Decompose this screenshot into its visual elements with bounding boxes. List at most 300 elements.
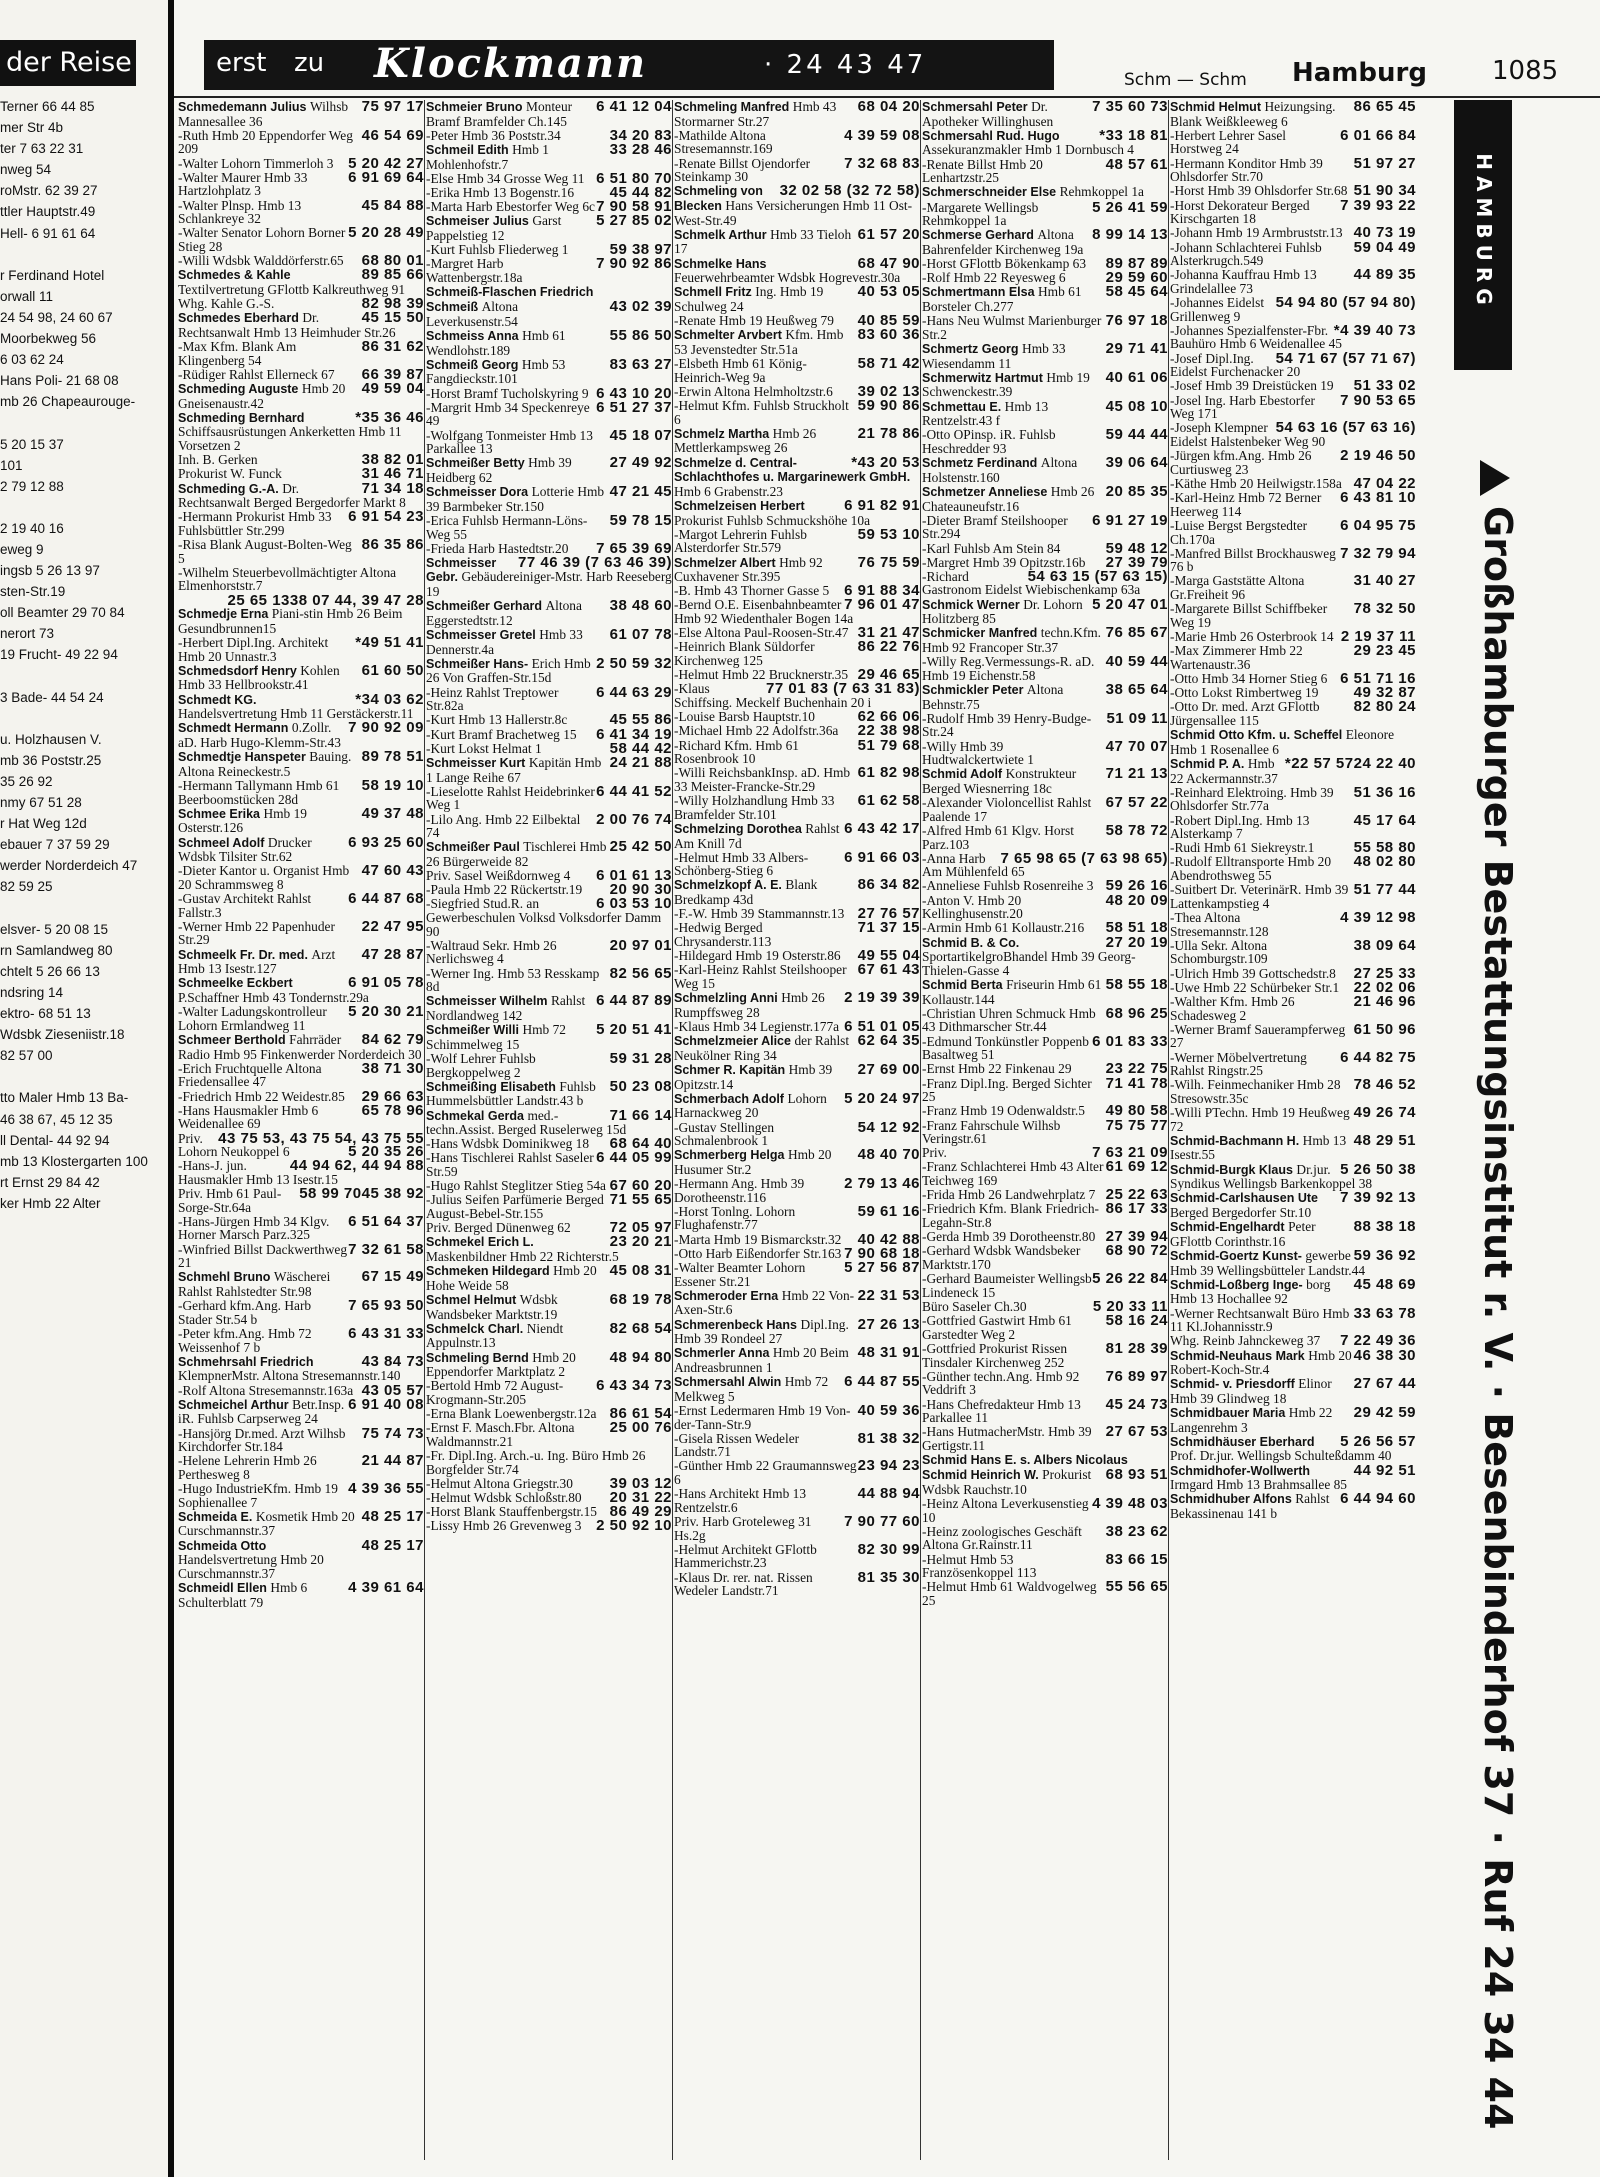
entry-details: gewerbe Hmb 39 Wellingsbütteler Landstr.44	[1170, 1248, 1366, 1278]
entry-details: -Frieda Harb Hastedtstr.20	[426, 540, 569, 556]
phone-number: 38 82 01	[361, 451, 424, 469]
entry-details: Schiffsausrüstungen Ankerketten Hmb 11 Vorsetzen 2	[178, 424, 402, 453]
phone-number: 86 61 54	[609, 1405, 672, 1423]
previous-page-line: elsver- 5 20 08 15	[0, 921, 109, 937]
phone-number: 6 44 05 99	[596, 1149, 672, 1167]
directory-entry	[426, 810, 672, 841]
previous-page-line: 19 Frucht- 49 22 94	[0, 647, 118, 663]
entry-details: Hmb 22 Von-Axen-Str.6	[674, 1287, 855, 1318]
entry-details: -Klaus Dr. rer. nat. Rissen Wedeler Landstr.71	[674, 1569, 813, 1599]
directory-entry	[178, 1507, 424, 1539]
phone-number: 43 02 39	[609, 298, 672, 316]
entry-details: -Risa Blank August-Bolten-Weg 5	[178, 537, 352, 566]
entry-name: Schmee Erika	[178, 806, 264, 821]
directory-entry	[674, 1346, 920, 1374]
entry-name: Schmelzmeier Alice	[674, 1034, 795, 1049]
directory-entry	[922, 595, 1168, 627]
previous-page-line: 46 38 67, 45 12 35	[0, 1111, 113, 1127]
previous-page-strip	[0, 0, 168, 2177]
entry-name: Schmerbach Adolf	[674, 1091, 788, 1106]
phone-number: 7 90 92 86	[596, 255, 672, 273]
directory-entry	[922, 126, 1168, 158]
directory-page	[174, 0, 1600, 2177]
entry-details: -Gerda Hmb 39 Dorotheenstr.80	[922, 1229, 1096, 1245]
directory-entry	[1170, 126, 1416, 157]
entry-name: Schmekal Gerda	[426, 1108, 528, 1123]
entry-details: Prof. Dr.jur. Wellingsb Schulteßdamm 40	[1170, 1448, 1392, 1464]
phone-number: 21 44 87	[361, 1452, 424, 1470]
entry-details: Hmb 20 Husumer Str.2	[674, 1147, 832, 1177]
entry-details: Dr. Lohorn Holitzberg 85	[922, 596, 1083, 627]
directory-entry	[922, 1244, 1168, 1271]
phone-number: 78 32 50	[1353, 600, 1416, 618]
directory-entry	[674, 1202, 920, 1233]
phone-number: 7 90 92 09	[348, 719, 424, 737]
entry-details: -Erica Fuhlsb Hermann-Löns-Weg 55	[426, 512, 588, 542]
phone-number: 68 90 72	[1105, 1242, 1168, 1260]
entry-details: Hmb 61 Wendlohstr.189	[426, 328, 566, 358]
entry-name: Schmid-Burgk Klaus	[1170, 1162, 1297, 1177]
phone-number: 62 64 35	[857, 1032, 920, 1050]
phone-number: 83 60 36	[857, 326, 920, 344]
phone-number: 6 44 63 29	[596, 683, 672, 701]
entry-details: Bauing. Altona Reineckestr.5	[178, 749, 352, 779]
entry-details: Wilhsb Mannesallee 36	[178, 100, 349, 129]
entry-details: Dr. Apotheker Willinghusen	[922, 100, 1054, 129]
entry-details: -Siegfried Stud.R. an Gewerbeschulen Volksd Volksdorfer Damm 90	[426, 896, 662, 939]
directory-entry	[426, 355, 672, 387]
entry-details: -Willi PTechn. Hmb 19 Heußweg 72	[1170, 1105, 1350, 1134]
entry-details: -Erwin Altona Helmholtzstr.6	[674, 383, 833, 399]
entry-name: Schmeling Manfred	[674, 100, 793, 114]
directory-entry	[674, 126, 920, 157]
phone-number: 21 78 86	[857, 424, 920, 442]
phone-number: 7 22 49 36	[1340, 1332, 1416, 1350]
previous-page-line	[0, 898, 168, 919]
directory-entry	[426, 599, 672, 627]
phone-number: 54 63 15 (57 63 15)	[1027, 567, 1168, 585]
entry-details: Priv. Sasel Weißdornweg 4	[426, 868, 571, 884]
entry-details: -Heinrich Blank Süldorfer Kirchenweg 125	[674, 639, 815, 669]
phone-number: 25 42 50	[609, 838, 672, 856]
previous-page-line: ebauer 7 37 59 29	[0, 837, 110, 853]
entry-details: Dr. Rechtsanwalt Hmb 13 Heimhuder Str.26	[178, 310, 396, 340]
entry-details: Prokurist Fuhlsb Schmuckshöhe 10a	[674, 512, 871, 528]
entry-details: -Hildegard Hmb 19 Osterstr.86	[674, 948, 841, 964]
entry-details: -Friedrich Hmb 22 Weidestr.85	[178, 1088, 345, 1104]
directory-entry	[674, 766, 920, 793]
phone-number: 82 68 54	[609, 1319, 672, 1337]
phone-number: 68 80 01	[361, 252, 424, 270]
phone-number: 38 71 30	[361, 1059, 424, 1077]
entry-details: -Hugo IndustrieKfm. Hmb 19 Sophienallee 7	[178, 1481, 338, 1510]
previous-page-line: orwall 11	[0, 288, 54, 304]
directory-entry	[922, 1202, 1168, 1229]
phone-number: 27 39 79	[1105, 553, 1168, 571]
phone-number: 29 59 60	[1105, 269, 1168, 287]
entry-name: Schmeißing Elisabeth	[426, 1079, 560, 1094]
entry-details: Priv. Harb Groteleweg 31 Hs.2g	[674, 1514, 812, 1543]
entry-name: Schmid Berta	[922, 978, 1007, 992]
phone-number: 2 79 13 46	[844, 1175, 920, 1193]
directory-entry	[1170, 349, 1416, 380]
triangle-logo-icon	[1481, 460, 1511, 496]
entry-details: Niendt Appulnstr.13	[426, 1320, 564, 1351]
entry-details: Hans Versicherungen Hmb 11 Ost-West-Str.49	[674, 197, 913, 228]
entry-details: -Kurt Bramf Brachetweg 15	[426, 726, 577, 742]
phone-number: 5 20 28 49	[348, 224, 424, 242]
directory-entry	[922, 1116, 1168, 1147]
directory-entry	[674, 1148, 920, 1176]
entry-name: Schmedje Erna	[178, 607, 272, 622]
running-range: Schm — Schm	[1124, 70, 1247, 90]
entry-details: -Joseph Klempner Eidelst Halstenbeker Weg 90	[1170, 420, 1326, 449]
directory-entry	[426, 511, 672, 542]
entry-details: -Richard Gastronom Eidelst Wiebischenkamp 63a	[922, 568, 1141, 598]
phone-number: 6 44 87 55	[844, 1373, 920, 1391]
entry-details: Rehmkoppel 1a	[1059, 184, 1144, 200]
phone-number: 59 53 10	[857, 525, 920, 543]
entry-details: -Walter Lohorn Timmerloh 3	[178, 155, 334, 171]
entry-name: Schmerenbeck Hans	[674, 1317, 801, 1332]
phone-number: 39 03 12	[609, 1474, 672, 1492]
directory-entry	[178, 750, 424, 778]
phone-number: 38 48 60	[609, 597, 672, 615]
directory-entry	[922, 198, 1168, 229]
entry-details: Piani-stin Hmb 26 Beim Gesundbrunnen15	[178, 606, 403, 636]
entry-name: Schmidbauer Maria	[1170, 1406, 1289, 1421]
entry-details: Hmb 26 Mettlerkampsweg 26	[674, 425, 817, 456]
entry-details: techn.Kfm. Hmb 92 Francoper Str.37	[922, 625, 1102, 656]
phone-number: *34 03 62	[355, 690, 424, 708]
directory-entry	[1170, 1191, 1416, 1219]
phone-number: 27 67 44	[1353, 1375, 1416, 1393]
phone-number: 40 61 06	[1105, 368, 1168, 386]
phone-number: 6 93 25 60	[348, 833, 424, 851]
phone-number: 51 90 34	[1353, 182, 1416, 200]
phone-number: 23 20 21	[609, 1233, 672, 1251]
previous-page-line	[0, 708, 168, 729]
phone-number: 5 20 42 27	[348, 154, 424, 172]
entry-details: -Hansjörg Dr.med. Arzt Wilhsb Kirchdorfer Str.184	[178, 1425, 346, 1455]
directory-entry	[178, 1324, 424, 1355]
directory-entry	[674, 1515, 920, 1542]
entry-details: med.-techn.Assist. Berged Ruselerweg 15d	[426, 1107, 627, 1138]
previous-page-line: 3 Bade- 44 54 24	[0, 689, 104, 705]
previous-page-line: r Hat Weg 12d	[0, 816, 87, 832]
phone-number: 86 35 86	[361, 536, 424, 554]
phone-number: 61 82 98	[857, 764, 920, 782]
directory-entry	[426, 1449, 672, 1476]
phone-number: 6 51 01 05	[844, 1017, 920, 1035]
previous-page-line: Moorbekweg 56	[0, 331, 97, 347]
directory-entry	[178, 1536, 424, 1581]
entry-details: -Frida Hmb 26 Landwehrplatz 7	[922, 1187, 1096, 1203]
entry-details: Garst Pappelstieg 12	[426, 213, 562, 243]
phone-number: 6 44 87 89	[596, 992, 672, 1010]
phone-number: 40 42 88	[857, 1230, 920, 1248]
entry-details: -Günther techn.Ang. Hmb 92 Veddrift 3	[922, 1368, 1080, 1398]
phone-number: 2 19 37 11	[1340, 628, 1416, 646]
phone-number: 40 53 05	[857, 283, 920, 301]
entry-details: -Helmut Hmb 33 Albers-Schönberg-Stieg 6	[674, 849, 809, 879]
previous-page-line: u. Holzhausen V.	[0, 731, 102, 747]
directory-entry	[674, 991, 920, 1019]
entry-details: -Willy Reg.Vermessungs-R. aD. Hmb 19 Eichenstr.58	[922, 654, 1095, 683]
directory-entry	[178, 126, 424, 157]
directory-entry	[674, 794, 920, 821]
entry-details: -Wilhelm Steuerbevollmächtigter Altona Elmenhorststr.7	[178, 564, 397, 594]
directory-entry	[674, 525, 920, 556]
entry-details: -Willi ReichsbankInsp. aD. Hmb 33 Meister-Francke-Str.29	[674, 765, 851, 794]
entry-details: Dr.jur. Syndikus Wellingsb Barkenkoppel 38	[1170, 1161, 1373, 1192]
entry-name: Schmeisser Gebr.	[426, 555, 497, 585]
phone-number: 2 00 76 74	[596, 810, 672, 828]
directory-entry	[922, 100, 1168, 128]
phone-number: 68 93 51	[1105, 1466, 1168, 1484]
entry-name: Schmeken Hildegard	[426, 1264, 554, 1279]
entry-details: Berged Bergedorfer Str.10	[1170, 1205, 1312, 1221]
phone-number: 20 85 35	[1105, 482, 1168, 500]
entry-details: -Armin Hmb 61 Kollaustr.216	[922, 920, 1085, 936]
entry-details: Prokurist Wdsbk Rauchstr.10	[922, 1467, 1092, 1497]
entry-details: -Franz Schlachterei Hmb 43 Alter Teichweg 169	[922, 1159, 1104, 1189]
entry-details: -Hermann Prokurist Hmb 33 Fuhlsbüttler Str.299	[178, 509, 332, 538]
phone-number: 59 38 97	[609, 241, 672, 259]
phone-number: *4 39 40 73	[1333, 321, 1416, 339]
entry-name: Schmeling Bernd	[426, 1350, 533, 1365]
entry-details: Handelsvertretung Hmb 20 Curschmannstr.37	[178, 1552, 324, 1581]
entry-name: Schmertmann Elsa	[922, 285, 1039, 300]
directory-entry	[1170, 1048, 1416, 1079]
directory-entry	[1170, 491, 1416, 518]
entry-name: Schmertz Georg	[922, 342, 1023, 357]
entry-name: Schmid-Goertz Kunst-	[1170, 1249, 1306, 1263]
phone-number: 77 01 83 (7 63 31 83)	[766, 680, 920, 698]
directory-entry	[674, 819, 920, 851]
directory-column-5	[1170, 100, 1416, 2160]
directory-entry	[674, 1034, 920, 1062]
directory-entry	[1170, 936, 1416, 967]
entry-details: P.Schaffner Hmb 43 Tondernstr.29a	[178, 990, 369, 1005]
directory-entry	[674, 154, 920, 185]
phone-number: 6 91 66 03	[844, 848, 920, 866]
directory-entry	[426, 1264, 672, 1292]
entry-name: Schmid-Carlshausen Ute	[1170, 1191, 1318, 1206]
entry-details: -Max Zimmerer Hmb 22 Wartenaustr.36	[1170, 643, 1303, 672]
phone-number: 6 91 54 23	[348, 508, 424, 526]
directory-entry	[674, 878, 920, 906]
entry-name: Schmeding Bernhard	[178, 410, 305, 425]
phone-number: 7 65 39 69	[596, 539, 672, 557]
directory-entry	[1170, 1020, 1416, 1051]
entry-name: Schmelter Arvbert	[674, 328, 786, 343]
directory-entry	[426, 485, 672, 513]
phone-number: 6 43 10 20	[596, 384, 672, 402]
phone-number: 29 23 45	[1353, 642, 1416, 660]
directory-entry	[1170, 100, 1416, 128]
directory-entry	[1170, 1131, 1416, 1163]
entry-details: Hmb 33 Dennerstr.4a	[426, 627, 583, 657]
entry-name: Schmetzer Anneliese	[922, 484, 1051, 499]
phone-number: 75 74 73	[361, 1424, 424, 1442]
entry-details: -Werner Bramf Sauerampferweg 27	[1170, 1021, 1346, 1051]
directory-entry	[1170, 992, 1416, 1023]
entry-name: Schmelzing Dorothea	[674, 821, 806, 836]
phone-number: 6 01 66 84	[1340, 126, 1416, 144]
entry-name: Schmid- v. Priesdorff	[1170, 1377, 1299, 1392]
entry-details: Maskenbildner Hmb 22 Richterstr.5	[426, 1249, 619, 1264]
directory-entry	[922, 655, 1168, 682]
directory-entry	[674, 1286, 920, 1318]
entry-details: -Dieter Bramf Steilshooper Str.294	[922, 512, 1068, 542]
entry-name: Schmerwitz Hartmut	[922, 370, 1047, 385]
entry-name: Schmelz Martha	[674, 426, 773, 441]
entry-details: Hmb 19 Osterstr.126	[178, 805, 307, 836]
directory-entry	[922, 978, 1168, 1006]
phone-number: 71 55 65	[609, 1191, 672, 1209]
entry-details: Rahlst Bekassinenau 141 b	[1170, 1491, 1330, 1522]
directory-entry	[1170, 516, 1416, 547]
entry-details: -Willy Hmb 39 Hudtwalckertwiete 1	[922, 738, 1034, 768]
entry-details: -Dieter Kantor u. Organist Hmb 20 Schrammsweg 8	[178, 863, 350, 892]
phone-number: 71 37 15	[857, 919, 920, 937]
entry-name: Schmeißer Betty	[426, 456, 529, 471]
directory-entry	[178, 566, 424, 593]
directory-entry	[1170, 644, 1416, 671]
entry-details: -Alfred Hmb 61 Klgv. Horst Parz.103	[922, 822, 1074, 852]
directory-entry	[674, 1375, 920, 1403]
previous-page-line: 5 20 15 37	[0, 436, 64, 452]
entry-details: -Johannes Eidelst Grillenweg 9	[1170, 295, 1265, 324]
entry-details: Wdsbk Wandsbeker Marktstr.19	[426, 1291, 558, 1322]
entry-details: -Hans-Jürgen Hmb 34 Klgv. Horner Marsch Parz.325	[178, 1213, 330, 1243]
phone-number: 68 19 78	[609, 1290, 672, 1308]
entry-details: -Anton V. Hmb 20 Kellinghusenstr.20	[922, 892, 1023, 922]
entry-name: Schmehl Bruno	[178, 1270, 274, 1285]
directory-entry	[178, 1005, 424, 1032]
directory-columns	[174, 100, 1414, 2160]
phone-number: 86 22 76	[857, 638, 920, 656]
directory-entry	[922, 1314, 1168, 1341]
entry-details: -Johannes Spezialfenster-Fbr. Bauhüro Hmb 6 Weidenallee 45	[1170, 322, 1342, 352]
entry-details: -Otto Lokst Rimbertweg 19	[1170, 685, 1319, 701]
phone-number: 61 62 58	[857, 792, 920, 810]
phone-number: 59 48 12	[1105, 539, 1168, 557]
previous-page-line: chtelt 5 26 66 13	[0, 963, 100, 979]
entry-details: -Else Altona Paul-Roosen-Str.47	[674, 625, 849, 641]
entry-details: -Margarete Billst Schiffbeker Weg 19	[1170, 601, 1328, 630]
entry-name: Schmelk Arthur	[674, 227, 771, 242]
phone-number: 67 15 49	[361, 1268, 424, 1286]
phone-number: 62 66 06	[857, 708, 920, 726]
phone-number: 49 55 04	[857, 947, 920, 965]
entry-name: Schmelck Charl.	[426, 1321, 527, 1336]
entry-name: Schmekel Erich L.	[426, 1235, 534, 1250]
entry-name: Schmelzkopf A. E.	[674, 878, 786, 893]
directory-entry	[178, 340, 424, 367]
entry-name: Schmeiß-Flaschen Friedrich	[426, 285, 594, 300]
entry-details: -Robert Dipl.Ing. Hmb 13 Alsterkamp 7	[1170, 812, 1310, 842]
entry-name: Schmelzer Albert	[674, 555, 780, 570]
directory-entry	[178, 1059, 424, 1090]
directory-entry	[178, 479, 424, 511]
phone-number: 51 79 68	[857, 736, 920, 754]
entry-details: -Hans Hausmakler Hmb 6 Weidenallee 69	[178, 1102, 319, 1132]
phone-number: 67 57 22	[1105, 794, 1168, 812]
directory-entry	[922, 1339, 1168, 1370]
entry-name: Schmelke Hans	[674, 256, 767, 271]
directory-entry	[674, 424, 920, 456]
entry-details: Hmb 20 Gneisenaustr.42	[178, 381, 346, 411]
phone-number: 6 91 27 19	[1092, 511, 1168, 529]
entry-details: -Klaus Hmb 34 Legienstr.177a	[674, 1018, 840, 1034]
entry-details: -Karl-Heinz Hmb 72 Berner Heerweg 114	[1170, 490, 1322, 519]
previous-page-line	[0, 1066, 168, 1087]
phone-number: 22 47 95	[361, 917, 424, 935]
previous-page-line: nmy 67 51 28	[0, 795, 82, 811]
directory-entry	[922, 482, 1168, 514]
directory-entry	[1170, 1406, 1416, 1434]
entry-name: Schmidhuber Alfons	[1170, 1492, 1296, 1507]
previous-page-line: 101	[0, 457, 23, 473]
phone-number: 68 04 20	[857, 100, 920, 115]
phone-number: 7 96 01 47	[844, 596, 920, 614]
entry-details: Hmb 39 Heidberg 62	[426, 455, 572, 485]
hamburg-side-tab	[1454, 100, 1512, 370]
entry-details: -Hugo Rahlst Steglitzer Stieg 54a	[426, 1178, 607, 1194]
entry-details: -Franz Hmb 19 Odenwaldstr.5	[922, 1103, 1085, 1119]
entry-details: -Bernd O.E. Eisenbahnbeamter Hmb 92 Wiedenthaler Bogen 14a	[674, 597, 854, 627]
directory-entry	[178, 538, 424, 565]
directory-entry	[178, 661, 424, 693]
phone-number: 5 27 85 02	[596, 212, 672, 230]
entry-details: Priv. Berged Dünenweg 62	[426, 1220, 571, 1236]
directory-entry	[674, 254, 920, 286]
phone-number: 24 22 40	[1353, 754, 1416, 772]
directory-entry	[922, 1074, 1168, 1105]
directory-entry	[426, 753, 672, 785]
entry-details: -Ulla Sekr. Altona Schomburgstr.109	[1170, 937, 1268, 967]
phone-number: 5 20 24 97	[844, 1089, 920, 1107]
previous-page-line: 2 79 12 88	[0, 478, 64, 494]
phone-number: 61 07 78	[609, 626, 672, 644]
directory-entry	[922, 1497, 1168, 1524]
entry-name: Schmedes & Kahle	[178, 268, 291, 283]
directory-entry	[426, 936, 672, 967]
directory-entry	[178, 1270, 424, 1298]
entry-details: -Helmut Hmb 61 Waldvogelweg 25	[922, 1579, 1097, 1608]
previous-page-line: Hans Poli- 21 68 08	[0, 373, 119, 389]
phone-number: 7 90 53 65	[1340, 391, 1416, 409]
entry-details: Hmb 61 Borsteler Ch.277	[922, 284, 1082, 315]
phone-number: 27 20 19	[1105, 933, 1168, 951]
entry-details: -Paula Hmb 22 Rückertstr.19	[426, 882, 583, 898]
directory-entry	[426, 329, 672, 357]
phone-number: 6 51 71 16	[1340, 670, 1416, 687]
phone-number: 58 44 42	[609, 739, 672, 757]
entry-details: -Bertold Hmb 72 August-Krogmann-Str.205	[426, 1378, 564, 1407]
previous-page-line: oll Beamter 29 70 84	[0, 605, 125, 621]
entry-name: Schmelzling Anni	[674, 991, 782, 1006]
directory-entry	[426, 553, 672, 600]
phone-number: 45 24 73	[1105, 1395, 1168, 1413]
entry-details: Hmb 26 Rumpffsweg 28	[674, 990, 825, 1020]
previous-page-line: 2 19 40 16	[0, 520, 64, 536]
previous-page-line	[0, 497, 168, 518]
directory-entry	[1170, 296, 1416, 323]
phone-number: *35 36 46	[355, 408, 424, 426]
